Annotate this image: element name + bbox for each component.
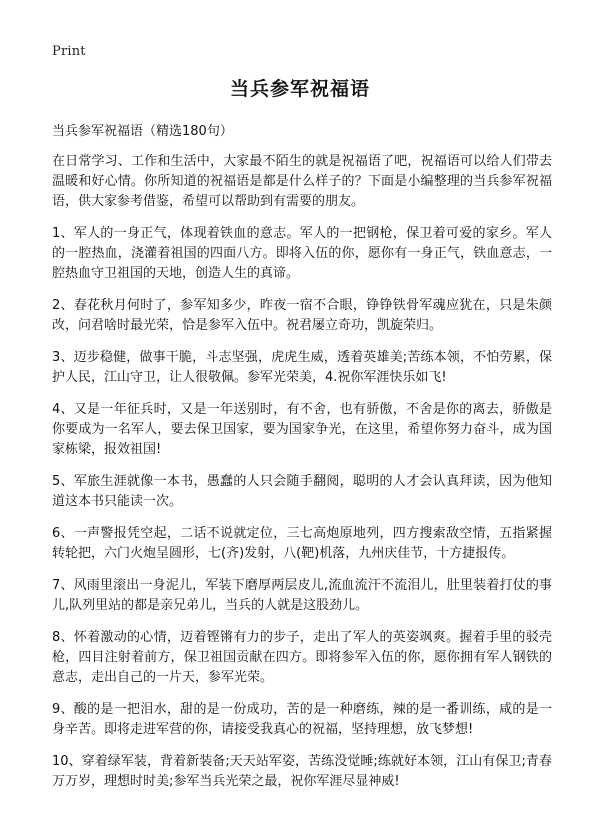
blessing-item-4: 4、又是一年征兵时，又是一年送别时，有不舍，也有骄傲，不舍是你的离去，骄傲是你要成为一名军人，要去保卫国家，要为国家争光，在这里，希望你努力奋斗，成为国家栋梁，报效祖国! xyxy=(52,402,552,457)
blessing-item-9: 9、酸的是一把泪水，甜的是一份成功，苦的是一种磨练，辣的是一番训练，咸的是一身辛苦。即将走进军营的你，请接受我真心的祝福，坚持理想，放飞梦想! xyxy=(52,702,552,737)
blessing-item-10: 10、穿着绿军装，背着新装备;天天站军姿，苦练没觉睡;练就好本领，江山有保卫;青春万万岁，理想时时美;参军当兵光荣之最，祝你军涯尽显神威! xyxy=(52,754,552,789)
blessing-item-8: 8、怀着激动的心情，迈着铿锵有力的步子，走出了军人的英姿飒爽。握着手里的驳壳枪，四目注射着前方，保卫祖国贡献在四方。即将参军入伍的你，愿你拥有军人钢铁的意志，走出自己的一片天，参军光荣。 xyxy=(52,630,552,685)
blessing-item-3: 3、迈步稳健，做事干脆，斗志坚强，虎虎生威，透着英雄美;苦练本领，不怕劳累，保护人民，江山守卫，让人很敬佩。参军光荣美，4.祝你军涯快乐如飞! xyxy=(52,350,552,385)
article-body xyxy=(52,152,552,804)
blessing-item-5: 5、军旅生涯就像一本书，愚蠢的人只会随手翻阅，聪明的人才会认真拜读，因为他知道这本书只能读一次。 xyxy=(52,474,552,509)
print-link[interactable]: Print xyxy=(52,44,86,59)
blessing-item-2: 2、春花秋月何时了，参军知多少，昨夜一宿不合眼，铮铮铁骨军魂应犹在，只是朱颜改，问君啥时最光荣，恰是参军入伍中。祝君屡立奇功，凯旋荣归。 xyxy=(52,298,552,333)
intro-paragraph: 在日常学习、工作和生活中，大家最不陌生的就是祝福语了吧，祝福语可以给人们带去温暖和好心情。你所知道的祝福语是都是什么样子的？下面是小编整理的当兵参军祝福语，供大家参考借鉴，希望可以帮助到有需要的朋友。 xyxy=(52,154,552,209)
page-subtitle: 当兵参军祝福语（精选180句） xyxy=(52,124,233,139)
blessing-item-6: 6、一声警报凭空起，二话不说就定位，三七高炮原地列，四方搜索敌空情，五指紧握转轮把，六门火炮呈圆形，七(齐)发射，八(靶)机落，九州庆佳节，十方捷报传。 xyxy=(52,526,552,561)
blessing-item-1: 1、军人的一身正气，体现着铁血的意志。军人的一把钢枪，保卫着可爱的家乡。军人的一腔热血，浇灌着祖国的四面八方。即将入伍的你，愿你有一身正气，铁血意志，一腔热血守卫祖国的天地，创造人生的真谛。 xyxy=(52,226,552,281)
blessing-item-7: 7、风雨里滚出一身泥儿，军装下磨厚两层皮儿,流血流汗不流泪儿，肚里装着打仗的事儿,队列里站的都是亲兄弟儿，当兵的人就是这股劲儿。 xyxy=(52,578,552,613)
page-title: 当兵参军祝福语 xyxy=(229,78,370,100)
